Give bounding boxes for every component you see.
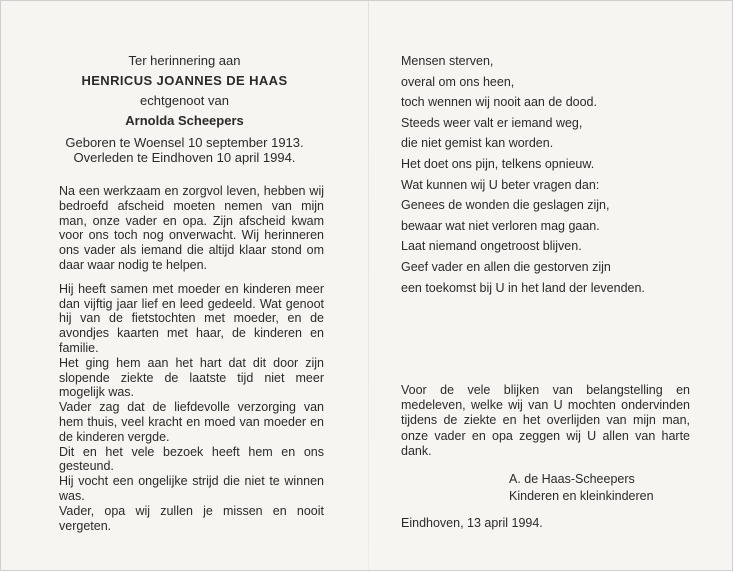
poem-line: Wat kunnen wij U beter vragen dan: [401, 177, 600, 192]
birth-line: Geboren te Woensel 10 september 1913. [65, 135, 304, 150]
life-story [59, 184, 324, 533]
story-paragraph: Na een werkzaam en zorgvol leven, hebben wij bedroefd afscheid moeten nemen van mijn man, onze vader en opa. Zijn afscheid kwam voor ons toch nog onverwacht. Wij herinneren ons vader als iemand die altijd klaar stond om daar waar nodig te helpen. [59, 184, 324, 272]
memorial-header [1, 51, 368, 165]
poem-line: Mensen sterven, [401, 54, 494, 68]
left-panel [1, 1, 368, 570]
story-paragraph: Hij vocht een ongelijke strijd die niet te winnen was. [59, 474, 324, 503]
poem-line: een toekomst bij U in het land der levenden. [401, 280, 645, 295]
poem-line: toch wennen wij nooit aan de dood. [401, 95, 597, 110]
death-line: Overleden te Eindhoven 10 april 1994. [73, 150, 296, 165]
story-paragraph: Dit en het vele bezoek heeft hem en ons gesteund. [59, 444, 324, 474]
story-paragraph: Hij heeft samen met moeder en kinderen meer dan vijftig jaar lief en leed gedeeld. Wat genoot hij van de fietstochten met moeder, en de avondjes kaarten met haar, de kinderen en familie. [59, 281, 324, 355]
story-paragraph: Het ging hem aan het hart dat dit door zijn slopende ziekte de laatste tijd niet meer mogelijk was. [59, 355, 324, 400]
story-paragraph: Vader zag dat de liefdevolle verzorging van hem thuis, veel kracht en moed van moeder en de kinderen vergde. [59, 400, 324, 444]
poem-line: die niet gemist kan worden. [401, 136, 554, 151]
intro-line: Ter herinnering aan [128, 53, 241, 68]
spouse-name: Arnolda Scheepers [125, 113, 244, 128]
poem-line: Genees de wonden die geslagen zijn, [401, 198, 610, 213]
story-paragraph: Vader, opa wij zullen je missen en nooit vergeten. [59, 503, 324, 533]
deceased-name: HENRICUS JOANNES DE HAAS [81, 73, 288, 88]
poem [401, 51, 701, 298]
poem-line: Steeds weer valt er iemand weg, [401, 115, 583, 130]
relation-line: echtgenoot van [140, 93, 229, 108]
poem-line: bewaar wat niet verloren mag gaan. [401, 218, 600, 233]
poem-line: Geef vader en allen die gestorven zijn [401, 259, 611, 274]
signature-name: A. de Haas-Scheepers [509, 472, 635, 486]
poem-line: overal om ons heen, [401, 74, 515, 89]
poem-line: Het doet ons pijn, telkens opnieuw. [401, 156, 595, 171]
thank-you-text: Voor de vele blijken van belangstelling en medeleven, welke wij van U mochten ondervinden tijdens de ziekte en het overlijden van mijn man, onze vader en opa zeggen wij U allen van harte dank. [401, 383, 690, 458]
signature [509, 471, 654, 505]
signature-family: Kinderen en kleinkinderen [509, 489, 654, 503]
place-and-date: Eindhoven, 13 april 1994. [401, 516, 543, 530]
poem-line: Laat niemand ongetroost blijven. [401, 239, 582, 254]
